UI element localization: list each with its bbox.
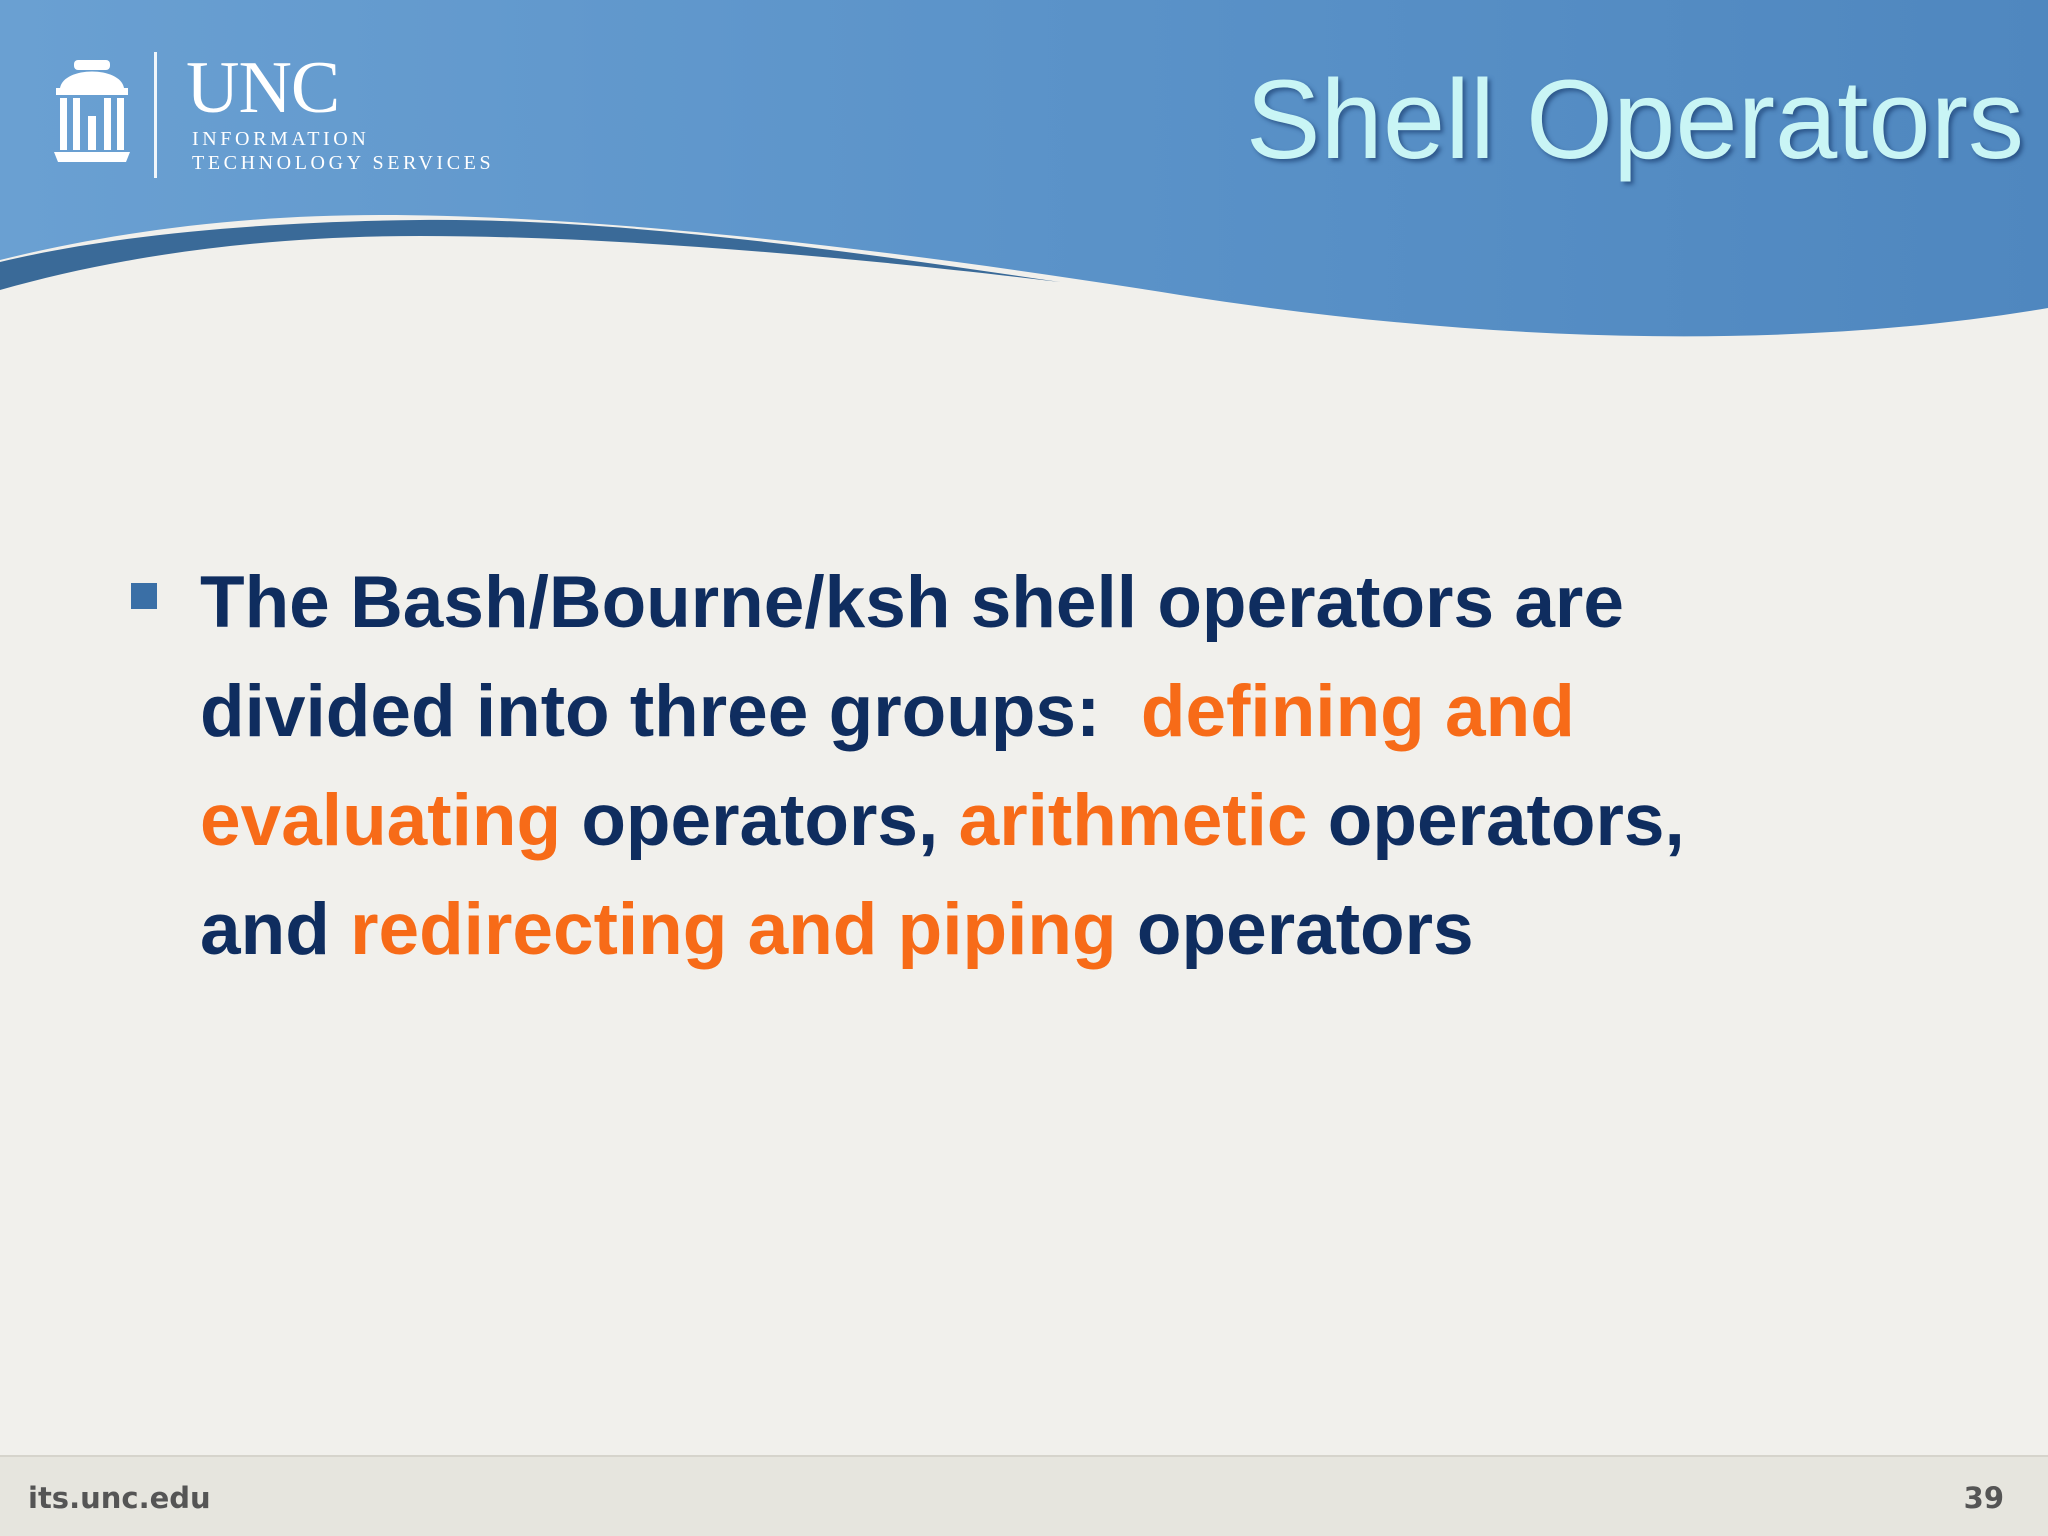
logo-wordmark: UNC xyxy=(186,47,340,129)
text-run: operators xyxy=(1116,889,1474,970)
text-run: operators, xyxy=(1307,780,1685,861)
old-well-icon xyxy=(54,58,130,166)
text-run: and xyxy=(200,889,351,970)
highlight-term: redirecting and piping xyxy=(350,889,1117,970)
bullet-line-1 xyxy=(200,548,1928,657)
bullet-line-3 xyxy=(200,766,1928,875)
page-number: 39 xyxy=(1963,1481,2004,1515)
logo-divider xyxy=(154,52,157,178)
square-bullet-icon xyxy=(131,583,157,609)
bullet-line-4 xyxy=(200,875,1928,984)
highlight-term: defining and xyxy=(1140,671,1575,752)
unc-its-logo xyxy=(54,47,554,182)
logo-line-technology-services: TECHNOLOGY SERVICES xyxy=(192,152,495,174)
text-run: The Bash/Bourne/ksh shell operators are xyxy=(200,562,1624,643)
footer xyxy=(0,1457,2048,1536)
text-run: divided into three groups: xyxy=(200,671,1141,752)
footer-url: its.unc.edu xyxy=(28,1481,211,1515)
highlight-term: arithmetic xyxy=(958,780,1308,861)
bullet-item xyxy=(128,548,1928,984)
logo-line-information: INFORMATION xyxy=(192,128,370,150)
slide-content xyxy=(128,548,1928,984)
slide-title: Shell Operators xyxy=(1245,57,2024,182)
bullet-text xyxy=(200,548,1928,984)
highlight-term: evaluating xyxy=(200,780,562,861)
bullet-line-2 xyxy=(200,657,1928,766)
text-run: operators, xyxy=(561,780,959,861)
